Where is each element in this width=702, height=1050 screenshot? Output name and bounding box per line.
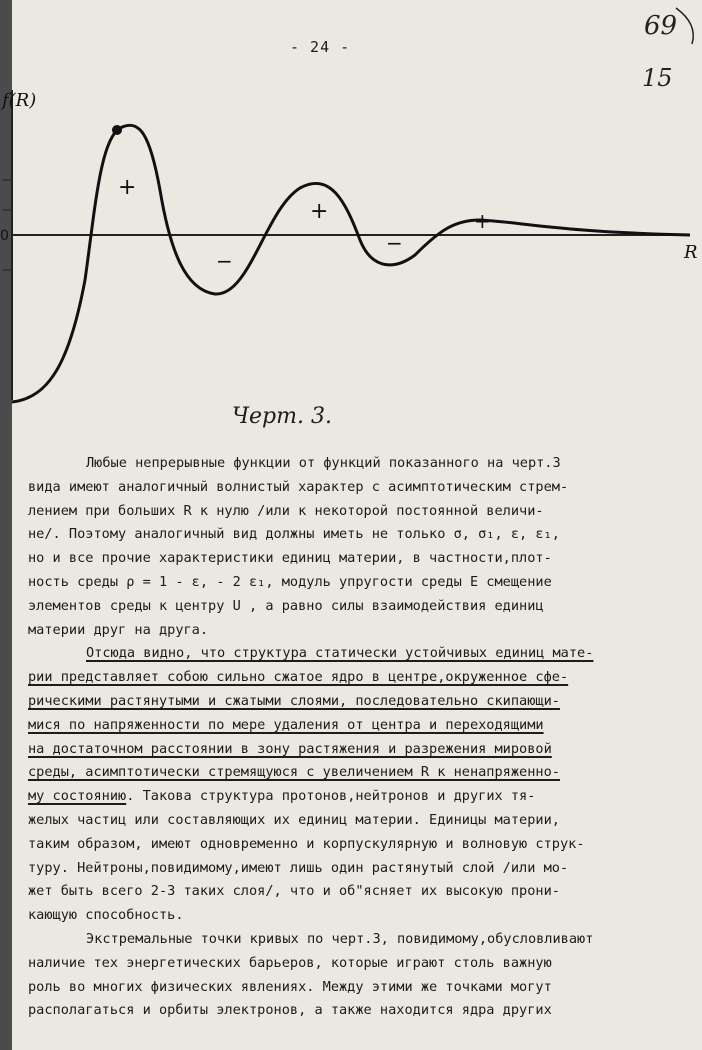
text-line: Любые непрерывные функции от функций показанного на черт.3 bbox=[86, 455, 561, 471]
text-line: материи друг на друга. bbox=[28, 621, 209, 638]
text-line: желых частиц или составляющих их единиц материи. Единицы материи, bbox=[28, 811, 560, 828]
paragraph-3 bbox=[28, 928, 686, 1023]
y-axis-label: f(R) bbox=[2, 90, 37, 111]
sign-plus: + bbox=[474, 209, 491, 233]
underlined-line: среды, асимптотически стремящуюся с увеличением R к ненапряженно- bbox=[28, 764, 560, 781]
origin-label: 0 bbox=[0, 228, 9, 244]
underlined-line: рическими растянутыми и сжатыми слоями, последовательно скипающи- bbox=[28, 692, 560, 709]
figure-caption: Черт. 3. bbox=[232, 404, 332, 429]
text-line: жет быть всего 2-3 таких слоя/, что и об"ясняет их высокую прони- bbox=[28, 883, 560, 900]
text-line: вида имеют аналогичный волнистый характер с асимптотическим стрем- bbox=[28, 478, 569, 495]
text-line: лением при больших R к нулю /или к некоторой постоянной величи- bbox=[28, 502, 544, 519]
paragraph-2 bbox=[28, 642, 686, 928]
underlined-fragment: му состоянию bbox=[28, 788, 127, 805]
text-line: наличие тех энергетических барьеров, которые играют столь важную bbox=[28, 954, 552, 971]
text-line: ность среды ρ = 1 - ε, - 2 ε₁, модуль упругости среды E смещение bbox=[28, 573, 552, 590]
text-fragment: . Такова структура протонов,нейтронов и других тя- bbox=[126, 788, 536, 805]
underlined-line: Отсюда видно, что структура статически устойчивых единиц мате- bbox=[86, 645, 594, 662]
svg-text:69: 69 bbox=[644, 11, 678, 41]
x-axis-label: R bbox=[684, 242, 698, 263]
underlined-line: на достаточном расстоянии в зону растяжения и разрежения мировой bbox=[28, 740, 552, 757]
page-number: - 24 - bbox=[290, 38, 351, 56]
sign-minus: − bbox=[386, 231, 403, 255]
wave-curve bbox=[12, 125, 690, 402]
text-line: но и все прочие характеристики единиц материи, в частности,плот- bbox=[28, 550, 552, 567]
underlined-line: мися по напряженности по мере удаления от центра и переходящими bbox=[28, 716, 544, 733]
text-line: роль во многих физических явлениях. Между этими же точками могут bbox=[28, 978, 552, 995]
text-line bbox=[28, 785, 686, 809]
text-line: располагаться и орбиты электронов, а также находится ядра других bbox=[28, 1002, 552, 1019]
sign-plus: + bbox=[310, 199, 329, 224]
sign-plus: + bbox=[118, 175, 137, 200]
svg-text:15: 15 bbox=[642, 64, 673, 92]
text-line: кающую способность. bbox=[28, 907, 184, 924]
text-line: не/. Поэтому аналогичный вид должны иметь не только σ, σ₁, ε, ε₁, bbox=[28, 526, 560, 543]
text-line: элементов среды к центру U , а равно силы взаимодействия единиц bbox=[28, 597, 544, 614]
wave-function-figure bbox=[0, 80, 702, 410]
sign-minus: − bbox=[216, 249, 233, 273]
text-line: Экстремальные точки кривых по черт.3, повидимому,обусловливают bbox=[86, 930, 594, 947]
paragraph-1 bbox=[28, 452, 686, 642]
body-text bbox=[28, 452, 686, 1023]
text-line: туру. Нейтроны,повидимому,имеют лишь один растянутый слой /или мо- bbox=[28, 859, 569, 876]
underlined-line: рии представляет собою сильно сжатое ядро в центре,окруженное сфе- bbox=[28, 669, 569, 686]
text-line: таким образом, имеют одновременно и корпускулярную и волновую струк- bbox=[28, 835, 585, 852]
